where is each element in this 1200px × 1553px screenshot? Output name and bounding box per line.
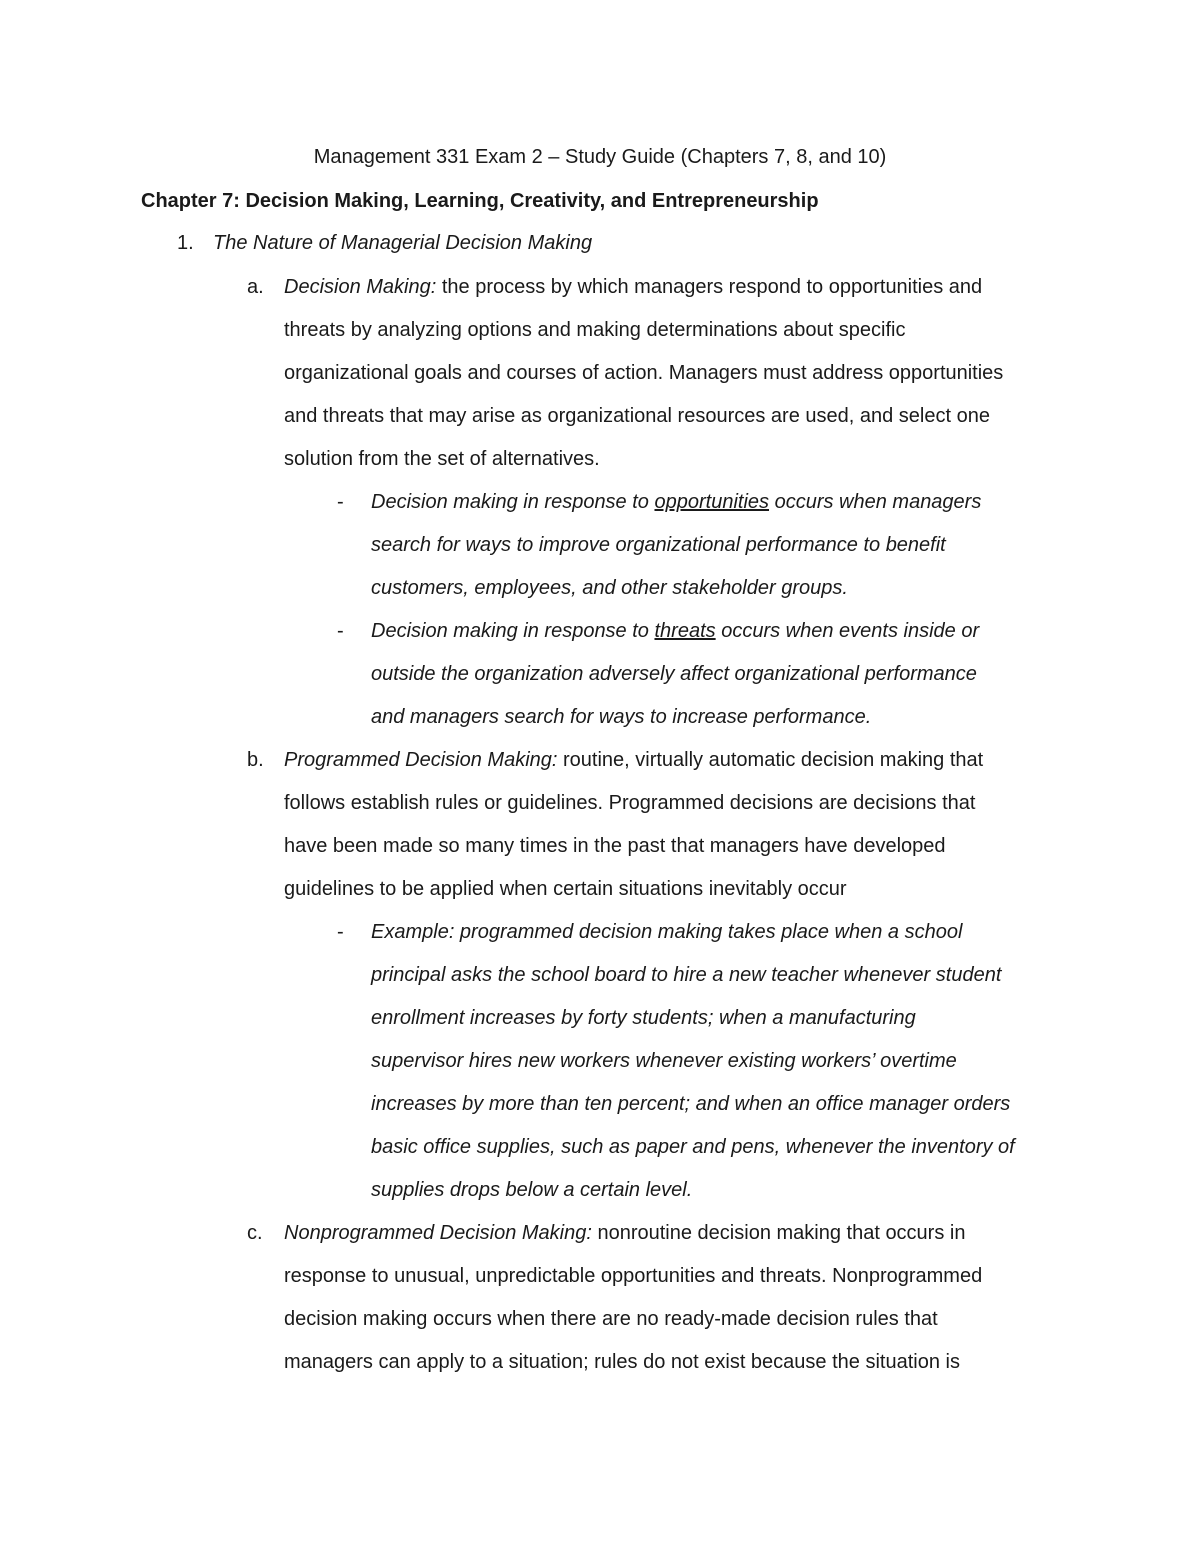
bullet-threats-line-1 <box>371 618 979 644</box>
bullet-threats-line-3: and managers search for ways to increase performance. <box>371 706 872 728</box>
item-c-term: Nonprogrammed Decision Making: <box>284 1222 592 1244</box>
example-line-1: Example: programmed decision making takes place when a school <box>371 921 963 943</box>
bullet-opportunities-line-1 <box>371 489 981 515</box>
item-a-marker: a. <box>247 276 264 298</box>
item-c-line-4: managers can apply to a situation; rules do not exist because the situation is <box>284 1351 960 1373</box>
item-b-line-1 <box>284 747 983 773</box>
item-a-line-5: solution from the set of alternatives. <box>284 448 600 470</box>
bullet-opportunities-line-2: search for ways to improve organizational performance to benefit <box>371 534 946 556</box>
example-line-4: supervisor hires new workers whenever existing workers’ overtime <box>371 1050 957 1072</box>
bullet-dash: - <box>337 921 344 943</box>
item-b-term: Programmed Decision Making: <box>284 749 558 771</box>
item-b-line-4: guidelines to be applied when certain situations inevitably occur <box>284 878 847 900</box>
bullet-threats-line-2: outside the organization adversely affect organizational performance <box>371 663 977 685</box>
item-a-text-1: the process by which managers respond to opportunities and <box>436 276 983 298</box>
section-1-heading: The Nature of Managerial Decision Making <box>213 232 593 254</box>
item-c-text-1: nonroutine decision making that occurs in <box>591 1222 966 1244</box>
item-a-line-4: and threats that may arise as organizational resources are used, and select one <box>284 405 990 427</box>
item-a-line-2: threats by analyzing options and making determinations about specific <box>284 319 906 341</box>
item-a-line-1 <box>284 274 982 300</box>
bullet-opportunities-post: occurs when managers <box>769 491 982 513</box>
bullet-opportunities-line-3: customers, employees, and other stakeholder groups. <box>371 577 848 599</box>
bullet-threats-post: occurs when events inside or <box>715 620 980 642</box>
item-b-line-3: have been made so many times in the past that managers have developed <box>284 835 946 857</box>
item-c-line-1 <box>284 1220 965 1246</box>
item-c-line-2: response to unusual, unpredictable opportunities and threats. Nonprogrammed <box>284 1265 983 1287</box>
bullet-opportunities-underlined: opportunities <box>654 491 770 513</box>
item-c-marker: c. <box>247 1222 263 1244</box>
bullet-opportunities-pre: Decision making in response to <box>371 491 655 513</box>
item-b-text-1: routine, virtually automatic decision making that <box>557 749 984 771</box>
item-a-term: Decision Making: <box>284 276 437 298</box>
bullet-dash: - <box>337 491 344 513</box>
item-a-line-3: organizational goals and courses of action. Managers must address opportunities <box>284 362 1004 384</box>
page-title: Management 331 Exam 2 – Study Guide (Chapters 7, 8, and 10) <box>313 146 887 168</box>
bullet-threats-underlined: threats <box>654 620 716 642</box>
example-line-2: principal asks the school board to hire a new teacher whenever student <box>371 964 1002 986</box>
item-b-line-2: follows establish rules or guidelines. Programmed decisions are decisions that <box>284 792 976 814</box>
example-line-5: increases by more than ten percent; and when an office manager orders <box>371 1093 1011 1115</box>
item-c-line-3: decision making occurs when there are no ready-made decision rules that <box>284 1308 938 1330</box>
section-1-marker: 1. <box>177 232 194 254</box>
example-line-7: supplies drops below a certain level. <box>371 1179 693 1201</box>
example-line-6: basic office supplies, such as paper and pens, whenever the inventory of <box>371 1136 1015 1158</box>
chapter-heading: Chapter 7: Decision Making, Learning, Creativity, and Entrepreneurship <box>141 190 819 212</box>
item-b-marker: b. <box>247 749 264 771</box>
bullet-threats-pre: Decision making in response to <box>371 620 655 642</box>
example-line-3: enrollment increases by forty students; when a manufacturing <box>371 1007 916 1029</box>
bullet-dash: - <box>337 620 344 642</box>
